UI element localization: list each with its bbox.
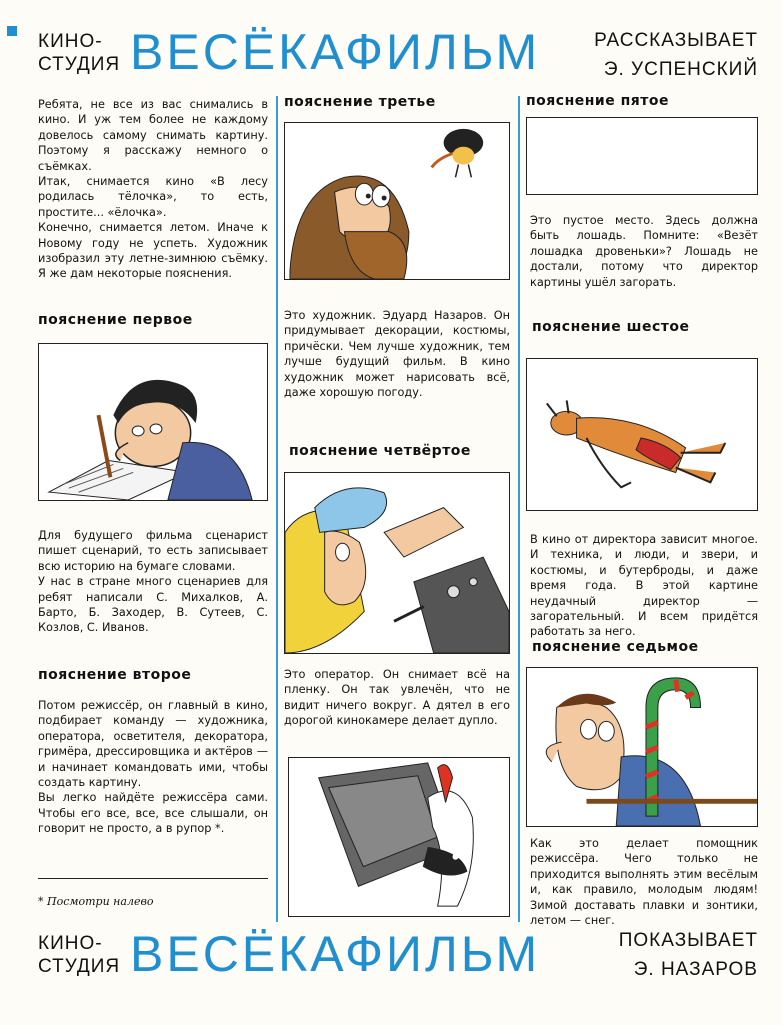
- section-third-text: Это художник. Эдуард Назаров. Он придумывает декорации, костюмы, причёски. Чем лучше художник, тем лучше будущий фильм. В кино художник может нарисовать всё, даже хорошую погоду.: [284, 309, 510, 400]
- intro-paragraph-2: Итак, снимается кино «В лесу родилась тёлочка», то есть, простите... «ёлочка».: [38, 175, 268, 219]
- footer-credit: [619, 926, 758, 984]
- column-divider-right: [518, 96, 520, 922]
- section-fourth-title: пояснение четвёртое: [289, 443, 471, 459]
- header-studio-label: [38, 30, 120, 76]
- footer-credit-line1: ПОКАЗЫВАЕТ: [618, 930, 758, 951]
- section-second-paragraph-1: Потом режиссёр, он главный в кино, подбирает команду — художника, оператора, осветителя, декоратора, гримёра, дрессировщика и актёров — и начинает командовать ими, чтобы создать картину.: [38, 699, 268, 790]
- corner-marker: [7, 26, 17, 36]
- section-seventh-title: пояснение седьмое: [532, 639, 699, 655]
- illustration-sunbathing-director: [526, 358, 758, 511]
- footnote: * Посмотри налево: [38, 895, 154, 908]
- section-first-paragraph-1: Для будущего фильма сценарист пишет сценарий, то есть записывает всю историю на бумаге словами.: [38, 529, 268, 573]
- footer-studio-line1: КИНО-: [38, 933, 103, 954]
- header-studio-line2: СТУДИЯ: [38, 54, 121, 75]
- intro-paragraph-1: Ребята, не все из вас снимались в кино. И уж тем более не каждому довелось самому снимать картину. Поэтому я расскажу немного о съёмках.: [38, 98, 268, 173]
- section-first-paragraph-2: У нас в стране много сценариев для ребят написали С. Михалков, А. Барто, Б. Заходер, В. Сутеев, С. Козлов, С. Иванов.: [38, 575, 268, 635]
- section-sixth-text: В кино от директора зависит многое. И техника, и люди, и звери, и костюмы, и бутерброды, и даже время года. В этой картине неудачный директор — загорательный. И всем придётся работать за него.: [530, 533, 758, 639]
- section-sixth-title: пояснение шестое: [532, 319, 690, 335]
- section-first-title: пояснение первое: [38, 312, 193, 328]
- section-second-text: [38, 698, 268, 837]
- header-credit-line2: Э. УСПЕНСКИЙ: [603, 59, 758, 80]
- section-fifth-title: пояснение пятое: [526, 93, 669, 109]
- column-divider-left: [276, 96, 278, 922]
- footnote-rule: [38, 878, 268, 879]
- section-third-title: пояснение третье: [284, 94, 436, 110]
- footer-credit-line2: Э. НАЗАРОВ: [633, 959, 758, 980]
- section-second-title: пояснение второе: [38, 667, 192, 683]
- header-studio-line1: КИНО-: [38, 31, 103, 52]
- section-fourth-text: Это оператор. Он снимает всё на пленку. Он так увлечён, что не видит ничего вокруг. А дятел в его дорогой кинокамере делает дупло.: [284, 668, 510, 728]
- header-credit: [594, 26, 758, 84]
- illustration-woodpecker-camera: [288, 757, 510, 917]
- header-credit-line1: РАССКАЗЫВАЕТ: [594, 30, 758, 51]
- illustration-assistant-director: [526, 667, 758, 827]
- footer-brand-title: ВЕСЁКАФИЛЬМ: [130, 926, 541, 982]
- header-brand-title: ВЕСЁКАФИЛЬМ: [130, 24, 541, 80]
- empty-place-frame: [526, 117, 758, 195]
- footer-studio-label: [38, 932, 120, 978]
- section-fifth-text: Это пустое место. Здесь должна быть лошадь. Помните: «Везёт лошадка дровеньки»? Лошадь не достали, потому что директор картины ушёл загорать.: [530, 214, 758, 289]
- intro-text: [38, 97, 268, 282]
- footer-studio-line2: СТУДИЯ: [38, 956, 121, 977]
- illustration-artist: [284, 122, 510, 280]
- section-seventh-text: Как это делает помощник режиссёра. Чего только не приходится выполнять этим весёлым и, как правило, молодым людям! Зимой доставать плавки и зонтики, летом — снег.: [530, 837, 758, 928]
- section-first-text: [38, 528, 268, 636]
- illustration-screenwriter: [38, 343, 268, 501]
- intro-paragraph-3: Конечно, снимается летом. Иначе к Новому году не успеть. Художник изобразил эту летне-зимнюю съёмку. Я же дам некоторые пояснения.: [38, 221, 268, 281]
- illustration-cameraman: [284, 472, 510, 654]
- section-second-paragraph-2: Вы легко найдёте режиссёра сами. Чтобы его все, все, все слышали, он говорит не просто, а в рупор *.: [38, 791, 268, 836]
